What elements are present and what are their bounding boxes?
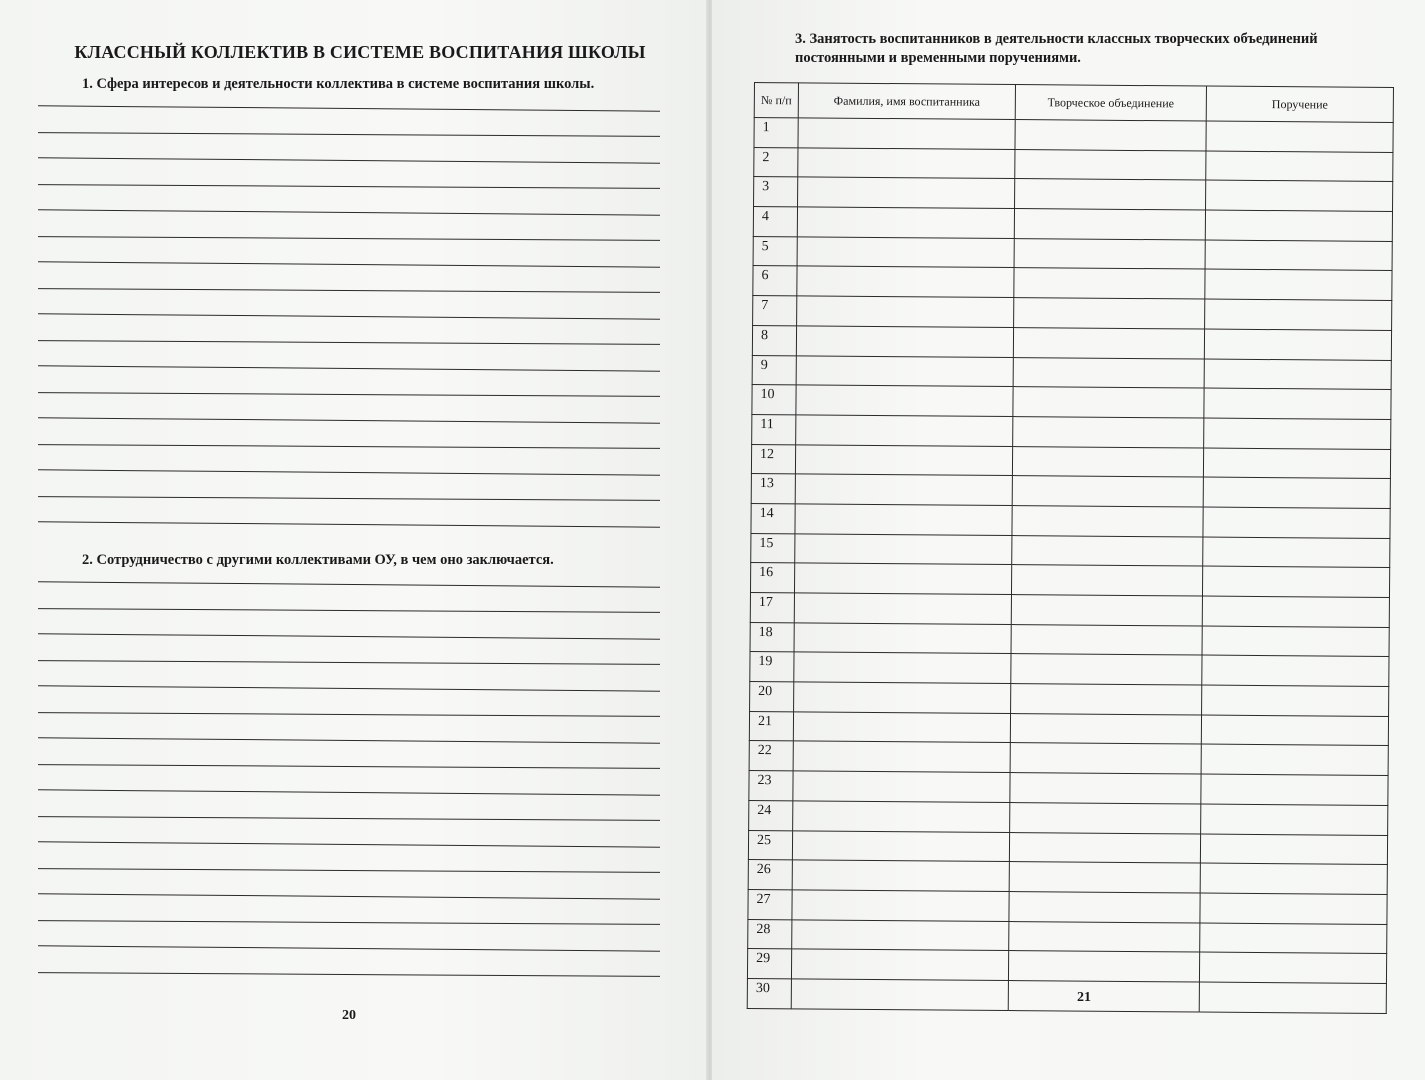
association-cell[interactable] bbox=[1013, 416, 1204, 447]
assignment-cell[interactable] bbox=[1205, 240, 1392, 271]
column-header-number: № п/п bbox=[754, 83, 798, 118]
assignment-cell[interactable] bbox=[1204, 359, 1391, 390]
association-cell[interactable] bbox=[1012, 446, 1203, 477]
writing-line[interactable] bbox=[38, 816, 660, 821]
assignment-cell[interactable] bbox=[1204, 418, 1391, 449]
row-number-cell: 28 bbox=[748, 919, 792, 949]
assignment-cell[interactable] bbox=[1203, 507, 1390, 538]
page-number-right: 21 bbox=[1077, 990, 1091, 1005]
student-name-cell[interactable] bbox=[795, 444, 1012, 475]
association-cell[interactable] bbox=[1011, 565, 1202, 596]
row-number-cell: 26 bbox=[748, 860, 792, 890]
row-number-cell: 3 bbox=[754, 177, 798, 207]
assignment-cell[interactable] bbox=[1202, 626, 1389, 657]
student-name-cell[interactable] bbox=[796, 415, 1013, 446]
student-name-cell[interactable] bbox=[792, 890, 1009, 921]
assignment-cell[interactable] bbox=[1201, 715, 1388, 746]
assignment-cell[interactable] bbox=[1200, 923, 1387, 954]
section-1-writing-lines[interactable] bbox=[38, 108, 660, 528]
assignment-cell[interactable] bbox=[1201, 744, 1388, 775]
association-cell[interactable] bbox=[1014, 209, 1205, 240]
row-number-cell: 11 bbox=[752, 414, 796, 444]
writing-line[interactable] bbox=[38, 737, 660, 743]
association-cell[interactable] bbox=[1009, 862, 1200, 893]
association-cell[interactable] bbox=[1010, 743, 1201, 774]
row-number-cell: 7 bbox=[753, 296, 797, 326]
row-number-cell: 27 bbox=[748, 889, 792, 919]
section-2-heading: 2. Сотрудничество с другими коллективами ОУ, в чем оно заключается. bbox=[82, 552, 554, 568]
row-number-cell: 17 bbox=[750, 592, 794, 622]
assignment-cell[interactable] bbox=[1206, 180, 1393, 211]
writing-line[interactable] bbox=[38, 157, 660, 163]
association-cell[interactable] bbox=[1010, 802, 1201, 833]
assignment-cell[interactable] bbox=[1204, 388, 1391, 419]
student-name-cell[interactable] bbox=[798, 118, 1015, 149]
writing-line[interactable] bbox=[38, 764, 660, 769]
association-cell[interactable] bbox=[1012, 535, 1203, 566]
writing-line[interactable] bbox=[38, 236, 660, 241]
assignment-cell[interactable] bbox=[1202, 596, 1389, 627]
student-name-cell[interactable] bbox=[792, 830, 1009, 861]
writing-line[interactable] bbox=[38, 608, 660, 613]
assignment-cell[interactable] bbox=[1199, 982, 1386, 1013]
assignment-cell[interactable] bbox=[1206, 121, 1393, 152]
association-cell[interactable] bbox=[1008, 951, 1199, 982]
student-name-cell[interactable] bbox=[795, 474, 1012, 505]
row-number-cell: 4 bbox=[753, 207, 797, 237]
row-number-cell: 1 bbox=[754, 118, 798, 148]
writing-line[interactable] bbox=[38, 841, 660, 847]
assignment-cell[interactable] bbox=[1200, 863, 1387, 894]
association-cell[interactable] bbox=[1008, 980, 1199, 1011]
student-name-cell[interactable] bbox=[793, 801, 1010, 832]
section-1-heading: 1. Сфера интересов и деятельности коллектива в системе воспитания школы. bbox=[82, 76, 595, 92]
row-number-cell: 22 bbox=[749, 741, 793, 771]
writing-line[interactable] bbox=[38, 392, 660, 397]
assignment-cell[interactable] bbox=[1205, 269, 1392, 300]
assignment-cell[interactable] bbox=[1202, 655, 1389, 686]
association-cell[interactable] bbox=[1013, 387, 1204, 418]
student-name-cell[interactable] bbox=[798, 177, 1015, 208]
assignment-cell[interactable] bbox=[1205, 299, 1392, 330]
row-number-cell: 23 bbox=[749, 771, 793, 801]
page-number-left: 20 bbox=[342, 1008, 356, 1023]
assignment-cell[interactable] bbox=[1203, 477, 1390, 508]
association-cell[interactable] bbox=[1009, 832, 1200, 863]
left-page bbox=[0, 0, 708, 1080]
assignment-cell[interactable] bbox=[1201, 774, 1388, 805]
writing-line[interactable] bbox=[38, 184, 660, 189]
table-row bbox=[747, 978, 1386, 1013]
association-cell[interactable] bbox=[1015, 179, 1206, 210]
association-cell[interactable] bbox=[1010, 773, 1201, 804]
association-cell[interactable] bbox=[1015, 120, 1206, 151]
writing-line[interactable] bbox=[38, 633, 660, 639]
writing-line[interactable] bbox=[38, 105, 660, 111]
association-cell[interactable] bbox=[1010, 713, 1201, 744]
association-cell[interactable] bbox=[1013, 327, 1204, 358]
table-header-row bbox=[754, 83, 1393, 123]
writing-line[interactable] bbox=[38, 209, 660, 215]
row-number-cell: 13 bbox=[751, 474, 795, 504]
association-cell[interactable] bbox=[1009, 891, 1200, 922]
row-number-cell: 18 bbox=[750, 622, 794, 652]
writing-line[interactable] bbox=[38, 521, 660, 527]
row-number-cell: 24 bbox=[749, 800, 793, 830]
row-number-cell: 12 bbox=[751, 444, 795, 474]
writing-line[interactable] bbox=[38, 365, 660, 371]
column-header-assignment: Поручение bbox=[1206, 86, 1393, 122]
student-name-cell[interactable] bbox=[794, 623, 1011, 654]
student-name-cell[interactable] bbox=[794, 652, 1011, 683]
writing-line[interactable] bbox=[38, 712, 660, 717]
student-name-cell[interactable] bbox=[795, 533, 1012, 564]
student-name-cell[interactable] bbox=[795, 504, 1012, 535]
association-cell[interactable] bbox=[1012, 505, 1203, 536]
row-number-cell: 19 bbox=[750, 652, 794, 682]
student-name-cell[interactable] bbox=[793, 712, 1010, 743]
association-cell[interactable] bbox=[1011, 654, 1202, 685]
student-name-cell[interactable] bbox=[792, 860, 1009, 891]
row-number-cell: 16 bbox=[750, 563, 794, 593]
student-name-cell[interactable] bbox=[796, 355, 1013, 386]
section-2-writing-lines[interactable] bbox=[38, 584, 660, 976]
assignment-cell[interactable] bbox=[1200, 834, 1387, 865]
writing-line[interactable] bbox=[38, 288, 660, 293]
association-cell[interactable] bbox=[1013, 357, 1204, 388]
student-name-cell[interactable] bbox=[797, 237, 1014, 268]
assignment-cell[interactable] bbox=[1206, 151, 1393, 182]
row-number-cell: 5 bbox=[753, 236, 797, 266]
assignment-cell[interactable] bbox=[1202, 685, 1389, 716]
student-name-cell[interactable] bbox=[797, 266, 1014, 297]
student-name-cell[interactable] bbox=[794, 682, 1011, 713]
row-number-cell: 9 bbox=[752, 355, 796, 385]
page-title: КЛАССНЫЙ КОЛЛЕКТИВ В СИСТЕМЕ ВОСПИТАНИЯ ШКОЛЫ bbox=[74, 42, 646, 62]
writing-line[interactable] bbox=[38, 868, 660, 873]
row-number-cell: 6 bbox=[753, 266, 797, 296]
writing-line[interactable] bbox=[38, 132, 660, 137]
association-cell[interactable] bbox=[1014, 268, 1205, 299]
association-cell[interactable] bbox=[1011, 684, 1202, 715]
row-number-cell: 25 bbox=[748, 830, 792, 860]
student-name-cell[interactable] bbox=[792, 919, 1009, 950]
student-name-cell[interactable] bbox=[796, 326, 1013, 357]
assignment-cell[interactable] bbox=[1204, 329, 1391, 360]
student-name-cell[interactable] bbox=[797, 207, 1014, 238]
assignment-cell[interactable] bbox=[1199, 952, 1386, 983]
student-name-cell[interactable] bbox=[793, 741, 1010, 772]
writing-line[interactable] bbox=[38, 313, 660, 319]
writing-line[interactable] bbox=[38, 972, 660, 977]
student-name-cell[interactable] bbox=[794, 593, 1011, 624]
association-cell[interactable] bbox=[1011, 624, 1202, 655]
row-number-cell: 10 bbox=[752, 385, 796, 415]
student-name-cell[interactable] bbox=[797, 296, 1014, 327]
association-cell[interactable] bbox=[1011, 595, 1202, 626]
assignment-cell[interactable] bbox=[1200, 893, 1387, 924]
writing-line[interactable] bbox=[38, 660, 660, 665]
writing-line[interactable] bbox=[38, 261, 660, 267]
row-number-cell: 8 bbox=[752, 325, 796, 355]
association-cell[interactable] bbox=[1009, 921, 1200, 952]
association-cell[interactable] bbox=[1014, 238, 1205, 269]
assignment-cell[interactable] bbox=[1202, 566, 1389, 597]
writing-line[interactable] bbox=[38, 789, 660, 795]
writing-line[interactable] bbox=[38, 340, 660, 345]
assignment-cell[interactable] bbox=[1201, 804, 1388, 835]
writing-line[interactable] bbox=[38, 893, 660, 899]
writing-line[interactable] bbox=[38, 581, 660, 587]
writing-line[interactable] bbox=[38, 920, 660, 925]
row-number-cell: 2 bbox=[754, 147, 798, 177]
section-3-heading: 3. Занятость воспитанников в деятельности классных творческих объединений постоянными и временными поручениями. bbox=[795, 31, 1318, 66]
student-name-cell[interactable] bbox=[791, 979, 1008, 1010]
student-name-cell[interactable] bbox=[798, 148, 1015, 179]
assignment-cell[interactable] bbox=[1203, 448, 1390, 479]
row-number-cell: 15 bbox=[751, 533, 795, 563]
student-name-cell[interactable] bbox=[793, 771, 1010, 802]
writing-line[interactable] bbox=[38, 685, 660, 691]
association-cell[interactable] bbox=[1012, 476, 1203, 507]
association-cell[interactable] bbox=[1015, 149, 1206, 180]
row-number-cell: 14 bbox=[751, 503, 795, 533]
student-name-cell[interactable] bbox=[794, 563, 1011, 594]
column-header-association: Творческое объединение bbox=[1015, 85, 1206, 121]
assignment-cell[interactable] bbox=[1205, 210, 1392, 241]
writing-line[interactable] bbox=[38, 417, 660, 423]
writing-line[interactable] bbox=[38, 945, 660, 951]
assignment-cell[interactable] bbox=[1203, 537, 1390, 568]
students-table bbox=[747, 82, 1394, 1014]
writing-line[interactable] bbox=[38, 496, 660, 501]
row-number-cell: 29 bbox=[747, 949, 791, 979]
column-header-name: Фамилия, имя воспитанника bbox=[798, 83, 1015, 120]
student-name-cell[interactable] bbox=[796, 385, 1013, 416]
row-number-cell: 20 bbox=[750, 682, 794, 712]
student-name-cell[interactable] bbox=[791, 949, 1008, 980]
writing-line[interactable] bbox=[38, 444, 660, 449]
row-number-cell: 30 bbox=[747, 978, 791, 1008]
association-cell[interactable] bbox=[1014, 298, 1205, 329]
writing-line[interactable] bbox=[38, 469, 660, 475]
row-number-cell: 21 bbox=[749, 711, 793, 741]
